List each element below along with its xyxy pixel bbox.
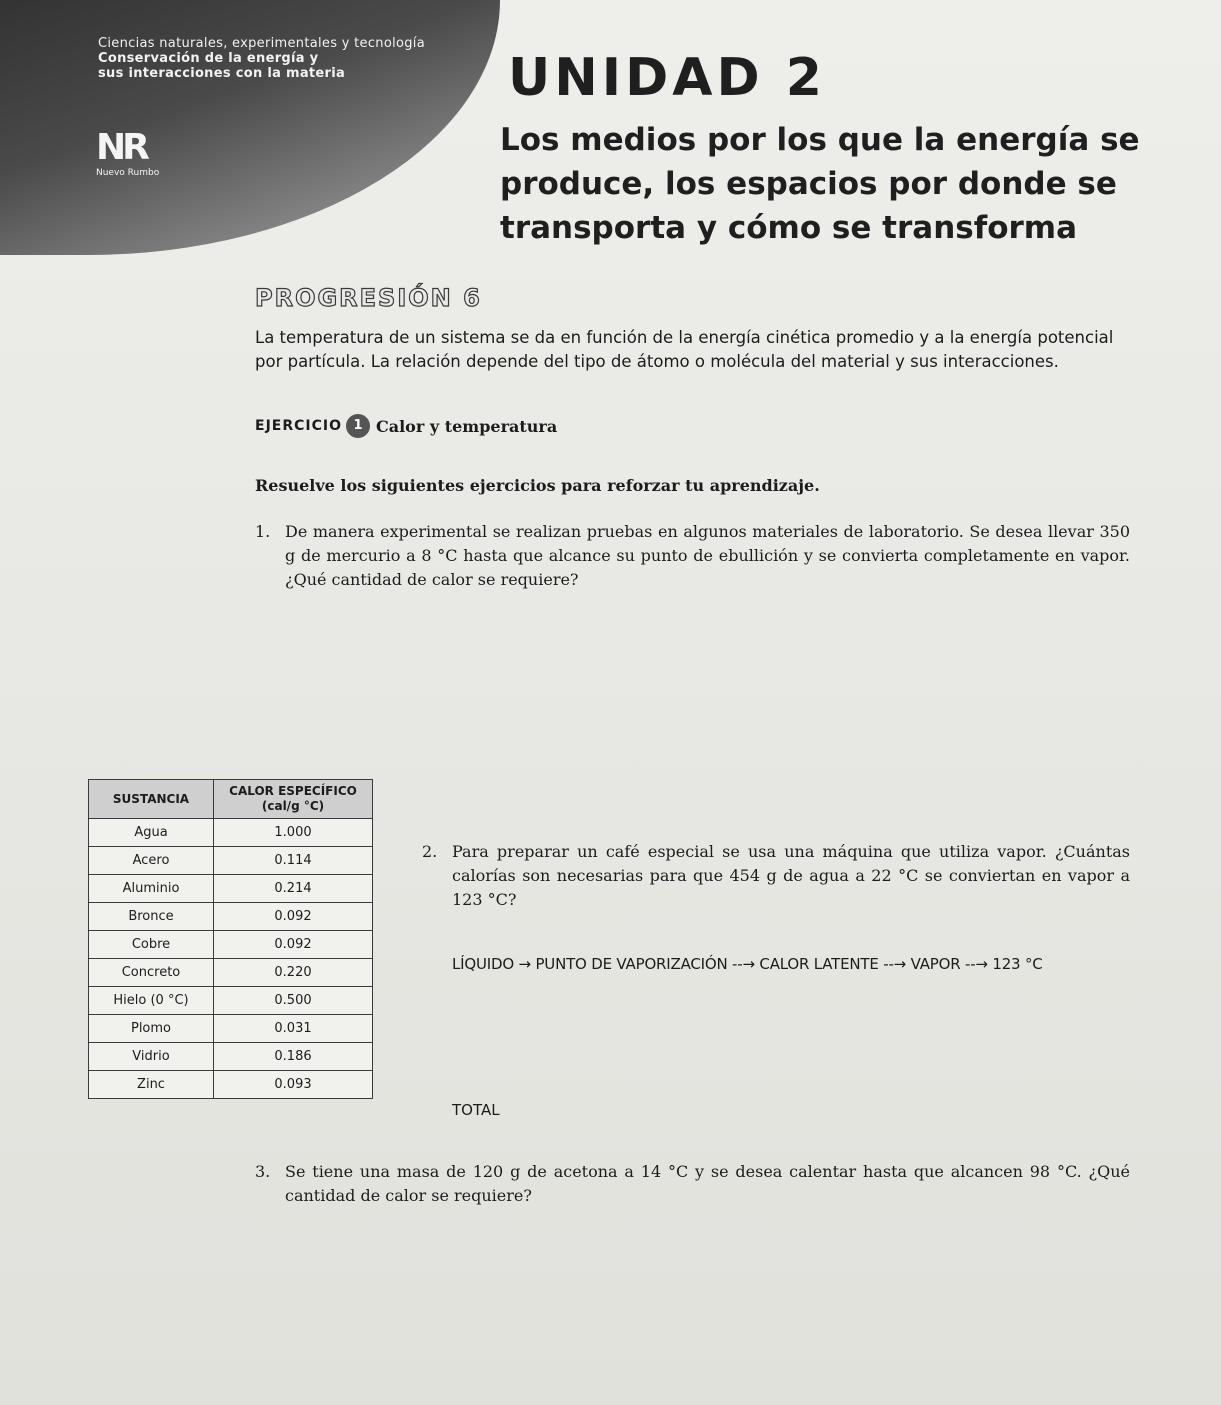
unit-label: UNIDAD 2 bbox=[508, 48, 826, 108]
table-row bbox=[89, 847, 373, 875]
substance-cell: Zinc bbox=[89, 1071, 214, 1099]
substance-cell: Agua bbox=[89, 819, 214, 847]
specific-heat-cell: 0.220 bbox=[214, 959, 373, 987]
specific-heat-cell: 0.114 bbox=[214, 847, 373, 875]
table-row bbox=[89, 1015, 373, 1043]
specific-heat-table bbox=[88, 779, 373, 1099]
table-row bbox=[89, 987, 373, 1015]
specific-heat-cell: 0.500 bbox=[214, 987, 373, 1015]
exercise-title: Calor y temperatura bbox=[375, 416, 558, 436]
substance-cell: Vidrio bbox=[89, 1043, 214, 1071]
publisher-logo bbox=[96, 127, 160, 178]
specific-heat-cell: 0.031 bbox=[214, 1015, 373, 1043]
table-header-substance: SUSTANCIA bbox=[89, 780, 214, 819]
subject-title: Ciencias naturales, experimentales y tecnología bbox=[98, 36, 425, 51]
question-text: Para preparar un café especial se usa una máquina que utiliza vapor. ¿Cuántas calorías son necesarias para que 454 g de agua a 22 °C se conviertan en vapor a 123 °C? bbox=[452, 842, 1130, 909]
progression-label: PROGRESIÓN 6 bbox=[255, 284, 482, 312]
question-text: Se tiene una masa de 120 g de acetona a 14 °C y se desea calentar hasta que alcancen 98 °C. ¿Qué cantidad de calor se requiere? bbox=[285, 1162, 1130, 1205]
exercise-header bbox=[255, 414, 557, 438]
question-text: De manera experimental se realizan pruebas en algunos materiales de laboratorio. Se desea llevar 350 g de mercurio a 8 °C hasta que alcance su punto de ebullición y se convierta completamente en vapor. ¿Qué cantidad de calor se requiere? bbox=[285, 522, 1130, 589]
substance-cell: Concreto bbox=[89, 959, 214, 987]
progression-text: La temperatura de un sistema se da en función de la energía cinética promedio y a la energía potencial por partícula. La relación depende del tipo de átomo o molécula del material y sus interacciones. bbox=[255, 328, 1114, 371]
table-row bbox=[89, 1071, 373, 1099]
header-text bbox=[98, 36, 425, 81]
substance-cell: Plomo bbox=[89, 1015, 214, 1043]
substance-cell: Aluminio bbox=[89, 875, 214, 903]
table-header-specific-heat: CALOR ESPECÍFICO (cal/g °C) bbox=[214, 780, 373, 819]
logo-name: Nuevo Rumbo bbox=[96, 168, 160, 178]
substance-cell: Cobre bbox=[89, 931, 214, 959]
topic-line-1: Conservación de la energía y bbox=[98, 51, 319, 66]
unit-title: Los medios por los que la energía se produce, los espacios por donde se transporta y cómo se transforma bbox=[500, 122, 1140, 246]
specific-heat-cell: 0.092 bbox=[214, 931, 373, 959]
specific-heat-cell: 0.093 bbox=[214, 1071, 373, 1099]
question-number: 1. bbox=[255, 522, 271, 541]
table-row bbox=[89, 903, 373, 931]
specific-heat-cell: 0.214 bbox=[214, 875, 373, 903]
specific-heat-cell: 0.186 bbox=[214, 1043, 373, 1071]
question-number: 3. bbox=[255, 1162, 271, 1181]
specific-heat-cell: 1.000 bbox=[214, 819, 373, 847]
handwritten-total: TOTAL bbox=[452, 1101, 500, 1119]
exercise-number-badge: 1 bbox=[346, 414, 370, 438]
exercise-label: EJERCICIO bbox=[255, 418, 342, 434]
logo-mark: NR bbox=[96, 127, 146, 168]
substance-cell: Acero bbox=[89, 847, 214, 875]
specific-heat-cell: 0.092 bbox=[214, 903, 373, 931]
topic-line-2: sus interacciones con la materia bbox=[98, 66, 346, 81]
substance-cell: Bronce bbox=[89, 903, 214, 931]
table-row bbox=[89, 819, 373, 847]
exercise-instructions: Resuelve los siguientes ejercicios para reforzar tu aprendizaje. bbox=[255, 476, 820, 495]
table-row bbox=[89, 875, 373, 903]
question-1 bbox=[255, 520, 1130, 592]
table-row bbox=[89, 931, 373, 959]
question-2 bbox=[422, 840, 1130, 912]
table-row bbox=[89, 1043, 373, 1071]
handwritten-flow: LÍQUIDO → PUNTO DE VAPORIZACIÓN --→ CALOR LATENTE --→ VAPOR --→ 123 °C bbox=[452, 955, 1043, 973]
table-row bbox=[89, 959, 373, 987]
substance-cell: Hielo (0 °C) bbox=[89, 987, 214, 1015]
question-3 bbox=[255, 1160, 1130, 1208]
question-number: 2. bbox=[422, 842, 438, 861]
